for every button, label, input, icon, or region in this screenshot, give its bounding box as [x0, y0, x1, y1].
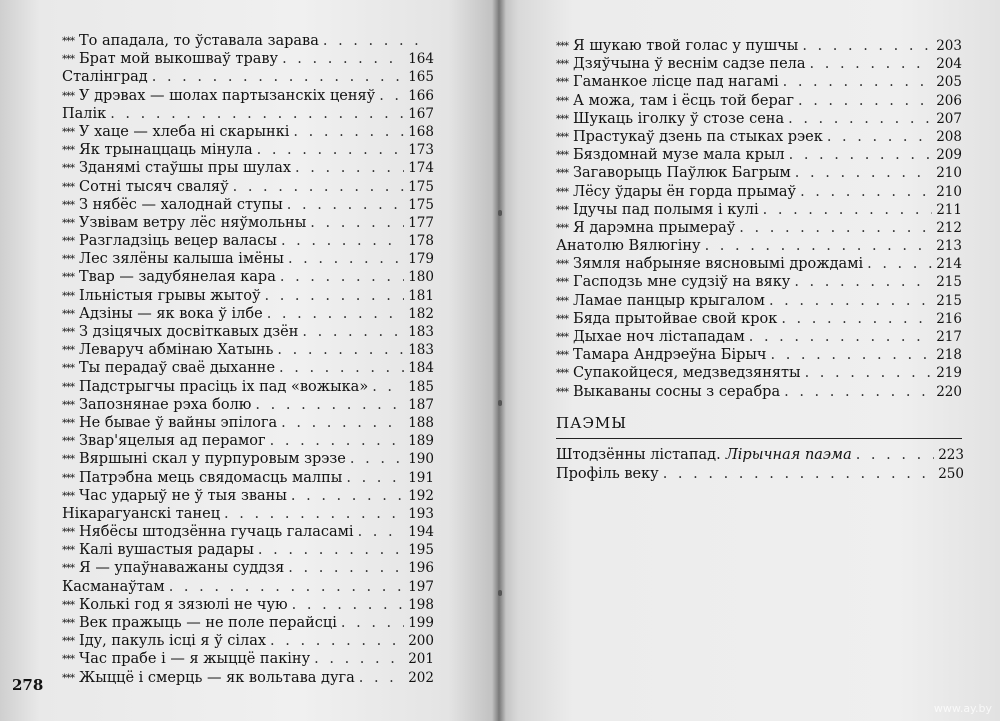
leader-dots — [280, 268, 404, 286]
toc-entry-page: 188 — [408, 414, 434, 431]
toc-entry-title: З дзіцячых досвіткавых дзён — [79, 324, 299, 340]
asterism-marker: *** — [556, 332, 568, 343]
book-spine — [492, 0, 506, 721]
toc-entry-page: 220 — [936, 383, 962, 400]
toc-entry-title: Падстрыгчы прасіць іх пад «вожыка» — [79, 378, 369, 395]
asterism-marker: *** — [62, 290, 74, 302]
asterism-marker: *** — [62, 545, 74, 557]
asterism-marker: *** — [62, 563, 74, 575]
toc-entry — [556, 273, 962, 291]
asterism-marker: *** — [556, 222, 568, 234]
toc-entry-page: 211 — [936, 201, 962, 218]
toc-entry-page: 174 — [408, 160, 434, 177]
toc-entry-page: 187 — [408, 396, 434, 413]
leader-dots — [310, 214, 404, 232]
toc-entry — [62, 469, 434, 487]
toc-entry-title: Штодзённы лістапад. — [556, 447, 721, 463]
toc-entry-page: 201 — [408, 651, 434, 668]
toc-entry-page: 206 — [936, 92, 962, 109]
toc-entry-page: 195 — [408, 542, 434, 559]
leader-dots — [323, 32, 430, 50]
toc-entry-page: 196 — [408, 560, 434, 577]
toc-entry-title: Жыццё і смерць — як вольтава дуга — [79, 669, 355, 686]
toc-entry-title: Бяда прытойвае свой крок — [573, 310, 778, 327]
leader-dots — [270, 632, 404, 650]
toc-entry-page: 184 — [408, 360, 434, 377]
toc-entry-page: 193 — [408, 505, 434, 522]
asterism-marker: *** — [62, 90, 74, 102]
toc-entry-title: Гасподзь мне судзіў на вяку — [573, 274, 791, 291]
asterism-marker: *** — [556, 277, 568, 289]
toc-entry-title: У хаце — хлеба ні скарынкі — [79, 123, 290, 140]
toc-entry-title: Супакойцеся, медзведзяняты — [573, 365, 801, 382]
toc-entry — [556, 146, 962, 164]
leader-dots — [279, 359, 404, 377]
toc-entry-page: 213 — [936, 238, 962, 255]
leader-dots — [292, 596, 405, 614]
toc-entry-page: 191 — [408, 469, 434, 486]
toc-entry — [556, 219, 962, 237]
toc-entry-title: З нябёс — халоднай ступы — [79, 196, 283, 213]
asterism-marker: *** — [62, 163, 74, 175]
toc-entry-title: Зданямі стаўшы пры шулах — [79, 160, 292, 177]
leader-dots — [800, 183, 932, 201]
toc-entry — [62, 268, 434, 286]
leader-dots — [358, 523, 405, 541]
toc-entry — [62, 578, 434, 596]
asterism-marker: *** — [556, 386, 568, 398]
toc-entry-page: 190 — [408, 451, 434, 468]
toc-entry-title: Запознянае рэха болю — [79, 396, 252, 413]
toc-entry — [556, 446, 964, 465]
asterism-marker: *** — [62, 399, 74, 411]
toc-entry-page: 202 — [408, 669, 434, 686]
leader-dots — [288, 250, 404, 268]
toc-entry-page: 215 — [936, 292, 962, 309]
asterism-marker: *** — [62, 436, 74, 448]
leader-dots — [781, 310, 932, 328]
asterism-marker: *** — [556, 131, 568, 143]
toc-entry-title: Ты перадаў сваё дыханне — [79, 360, 276, 377]
asterism-marker: *** — [62, 217, 74, 229]
leader-dots — [288, 559, 404, 577]
asterism-marker: *** — [556, 186, 568, 198]
leader-dots — [267, 305, 405, 323]
toc-entry-title: Лес зялёны калыша імёны — [79, 251, 284, 268]
toc-entry — [62, 196, 434, 214]
toc-entry-title: Леваруч абмінаю Хатынь — [79, 342, 274, 359]
asterism-marker: *** — [556, 41, 568, 52]
toc-entry-title: Колькі год я зязюлі не чую — [79, 596, 288, 613]
toc-entry — [62, 68, 434, 86]
toc-entry-title: Патрэбна мець свядомасць малпы — [79, 469, 343, 486]
asterism-marker: *** — [62, 36, 74, 47]
leader-dots — [281, 232, 404, 250]
toc-entry-title: Я — упаўнаважаны суддзя — [79, 560, 285, 577]
leader-dots — [277, 341, 404, 359]
toc-entry-page: 209 — [936, 147, 962, 164]
toc-entry-title: Прастукаў дзень па стыках рэек — [573, 128, 823, 145]
toc-entry-page: 164 — [408, 51, 434, 68]
toc-entry-title: Дыхае ноч лістападам — [573, 329, 745, 345]
toc-entry-title: Палік — [62, 105, 107, 122]
toc-entry — [556, 255, 962, 273]
toc-entry-title: Не бывае ў вайны эпілога — [79, 414, 278, 431]
leader-dots — [295, 159, 404, 177]
leader-dots — [169, 578, 405, 596]
asterism-marker: *** — [62, 327, 74, 338]
leader-dots — [856, 446, 935, 465]
toc-entry — [556, 310, 962, 328]
toc-entry — [556, 328, 962, 346]
asterism-marker: *** — [556, 368, 568, 380]
toc-entry — [62, 305, 434, 323]
toc-entry-title: Шукаць іголку ў стозе сена — [573, 110, 785, 127]
toc-entry — [62, 32, 434, 50]
toc-entry-title: Разгладзіць вецер валасы — [79, 233, 277, 250]
leader-dots — [291, 487, 404, 505]
toc-entry — [62, 541, 434, 559]
leader-dots — [798, 92, 932, 110]
toc-entry-title: Я дарэмна прымераў — [573, 219, 736, 236]
toc-entry — [556, 364, 962, 382]
leader-dots — [805, 364, 933, 382]
toc-entry-page: 175 — [408, 196, 434, 213]
toc-entry-page: 203 — [936, 38, 962, 54]
toc-entry-title: Гаманкое лісце пад нагамі — [573, 74, 779, 91]
toc-entry-subtitle: Лірычная паэма — [725, 447, 852, 463]
toc-entry — [62, 178, 434, 196]
binding-stitch — [498, 400, 502, 406]
toc-entry-title: Як трынаццаць мінула — [79, 142, 253, 159]
toc-entry-title: Бяздомнай музе мала крыл — [573, 147, 785, 164]
leader-dots — [827, 128, 932, 146]
toc-entry — [62, 396, 434, 414]
asterism-marker: *** — [62, 236, 74, 248]
asterism-marker: *** — [556, 113, 568, 125]
asterism-marker: *** — [62, 345, 74, 357]
toc-entry — [556, 164, 962, 182]
asterism-marker: *** — [62, 672, 74, 684]
page-number-folio: 278 — [12, 676, 44, 694]
leader-dots — [789, 146, 933, 164]
toc-entry-page: 207 — [936, 110, 962, 127]
leader-dots — [341, 614, 404, 632]
toc-entry — [62, 323, 434, 341]
toc-entry-page: 223 — [938, 447, 964, 463]
toc-entry-title: Сталінград — [62, 69, 148, 86]
toc-entry — [62, 432, 434, 450]
leader-dots — [794, 273, 932, 291]
toc-entry-page: 183 — [408, 342, 434, 359]
toc-entry-page: 217 — [936, 329, 962, 345]
asterism-marker: *** — [556, 59, 568, 71]
toc-entry-page: 189 — [408, 433, 434, 450]
leader-dots — [233, 178, 405, 196]
toc-entry — [556, 292, 962, 310]
asterism-marker: *** — [62, 599, 74, 611]
asterism-marker: *** — [62, 254, 74, 266]
toc-entry-page: 175 — [408, 178, 434, 195]
asterism-marker: *** — [62, 199, 74, 211]
asterism-marker: *** — [556, 77, 568, 89]
toc-entry-title: Час ударыў не ў тыя званы — [79, 487, 287, 504]
toc-entry-page: 219 — [936, 365, 962, 382]
toc-entry — [62, 287, 434, 305]
toc-entry — [62, 487, 434, 505]
toc-entry-page: 194 — [408, 524, 434, 541]
asterism-marker: *** — [556, 150, 568, 162]
asterism-marker: *** — [556, 259, 568, 271]
asterism-marker: *** — [556, 204, 568, 216]
leader-dots — [372, 378, 404, 396]
toc-entry-page: 198 — [408, 596, 434, 613]
leader-dots — [350, 450, 404, 468]
asterism-marker: *** — [62, 490, 74, 502]
toc-entry-title: Ламае панцыр крыгалом — [573, 292, 765, 309]
toc-entry — [556, 465, 964, 484]
toc-entry-page: 210 — [936, 165, 962, 182]
asterism-marker: *** — [62, 272, 74, 284]
asterism-marker: *** — [62, 145, 74, 157]
toc-entry — [62, 359, 434, 377]
toc-entry-title: Выкаваны сосны з серабра — [573, 383, 781, 400]
asterism-marker: *** — [62, 381, 74, 393]
toc-entry-page: 179 — [408, 251, 434, 268]
toc-entry-page: 208 — [936, 128, 962, 145]
leader-dots — [810, 55, 933, 73]
asterism-marker: *** — [62, 126, 74, 138]
toc-entry — [556, 128, 962, 146]
toc-entry-page: 182 — [408, 305, 434, 322]
leader-dots — [739, 219, 932, 237]
leader-dots — [783, 73, 933, 91]
toc-entry-title: Сотні тысяч сваляў — [79, 178, 229, 195]
toc-entry-page: 199 — [408, 615, 434, 631]
leader-dots — [749, 328, 932, 346]
toc-entry — [556, 73, 962, 91]
leader-dots — [763, 201, 933, 219]
toc-entry — [556, 55, 962, 73]
asterism-marker: *** — [556, 295, 568, 307]
toc-entry-page: 181 — [408, 287, 434, 304]
toc-entry-title: Нікарагуанскі танец — [62, 505, 221, 522]
toc-entry-title: Дзяўчына ў веснім садзе пела — [573, 56, 806, 73]
asterism-marker: *** — [556, 350, 568, 362]
leader-dots — [110, 105, 404, 123]
toc-entry-page: 168 — [408, 123, 434, 140]
asterism-marker: *** — [556, 168, 568, 180]
asterism-marker: *** — [62, 472, 74, 484]
toc-entry-title: Твар — задубянелая кара — [79, 269, 276, 286]
leader-dots — [270, 432, 405, 450]
left-page — [0, 0, 498, 721]
toc-entry-title: Адзіны — як вока ў ілбе — [79, 305, 263, 322]
toc-entry-page: 215 — [936, 274, 962, 291]
toc-entry-page: 250 — [938, 466, 964, 482]
toc-entry-page: 205 — [936, 74, 962, 91]
toc-entry-title: Звар'яцелыя ад перамог — [79, 433, 266, 450]
toc-entry-title: Час прабе і — я жыццё пакіну — [79, 651, 311, 668]
toc-entry-title: Зямля набрыняе вясновымі дрождамі — [573, 256, 864, 273]
toc-entry-title: Профіль веку — [556, 466, 659, 482]
toc-entry-title: Ільністыя грывы жытоў — [79, 287, 261, 304]
toc-entry — [62, 123, 434, 141]
toc-entry — [62, 214, 434, 232]
asterism-marker: *** — [62, 54, 74, 66]
asterism-marker: *** — [556, 313, 568, 325]
toc-entry-page: 214 — [936, 256, 962, 273]
toc-entry-title: У дрэвах — шолах партызанскіх ценяў — [79, 87, 376, 104]
toc-entry-page: 178 — [408, 233, 434, 250]
leader-dots — [795, 164, 932, 182]
toc-entry-title: Нябёсы штодзённа гучаць галасамі — [79, 524, 354, 541]
toc-entry — [556, 201, 962, 219]
toc-entry-page: 200 — [408, 633, 434, 650]
toc-entry — [62, 414, 434, 432]
leader-dots — [264, 287, 404, 305]
toc-entry-page: 212 — [936, 219, 962, 236]
toc-entry-page: 183 — [408, 324, 434, 340]
toc-entry-title: Лёсу ўдары ён горда прымаў — [573, 183, 797, 200]
toc-entry — [62, 450, 434, 468]
toc-entry-page: 218 — [936, 347, 962, 364]
toc-entry — [62, 596, 434, 614]
right-toc-list — [556, 37, 962, 401]
toc-entry — [62, 159, 434, 177]
leader-dots — [867, 255, 932, 273]
toc-entry — [62, 523, 434, 541]
toc-entry — [556, 37, 962, 55]
asterism-marker: *** — [62, 417, 74, 429]
toc-entry-page: 180 — [408, 269, 434, 286]
toc-entry-page: 173 — [408, 142, 434, 159]
toc-entry-title: Век пражыць — не поле перайсці — [79, 615, 337, 631]
asterism-marker: *** — [62, 654, 74, 666]
binding-stitch — [498, 210, 502, 216]
toc-entry-title: То ападала, то ўставала зарава — [79, 33, 319, 49]
toc-entry — [62, 250, 434, 268]
leader-dots — [281, 414, 404, 432]
toc-entry-page: 185 — [408, 378, 434, 395]
toc-entry — [62, 341, 434, 359]
asterism-marker: *** — [62, 618, 74, 629]
asterism-marker: *** — [62, 636, 74, 648]
toc-entry-page: 166 — [408, 87, 434, 104]
toc-entry — [556, 183, 962, 201]
toc-entry — [62, 650, 434, 668]
toc-entry — [62, 505, 434, 523]
leader-dots — [282, 50, 404, 68]
leader-dots — [224, 505, 404, 523]
leader-dots — [788, 110, 932, 128]
leader-dots — [379, 87, 404, 105]
toc-entry-page: 204 — [936, 56, 962, 73]
toc-entry — [62, 378, 434, 396]
toc-entry-page: 167 — [408, 105, 434, 122]
leader-dots — [770, 346, 932, 364]
asterism-marker: *** — [62, 527, 74, 539]
leader-dots — [784, 383, 932, 401]
toc-entry-page: 197 — [408, 578, 434, 595]
toc-entry-page: 165 — [408, 69, 434, 86]
toc-entry — [556, 92, 962, 110]
leader-dots — [346, 469, 404, 487]
toc-entry — [62, 559, 434, 577]
toc-entry-title: Тамара Андрэеўна Бірыч — [573, 347, 767, 364]
toc-entry — [556, 346, 962, 364]
toc-entry — [62, 632, 434, 650]
toc-entry-page: 210 — [936, 183, 962, 200]
leader-dots — [314, 650, 404, 668]
toc-entry — [62, 669, 434, 687]
asterism-marker: *** — [62, 308, 74, 320]
poems-toc-list — [556, 446, 964, 484]
toc-entry-title: Узвівам ветру лёс няўмольны — [79, 214, 307, 231]
toc-entry-title: Калі вушастыя радары — [79, 542, 254, 559]
asterism-marker: *** — [62, 363, 74, 375]
toc-entry-title: Анатолю Вялюгіну — [556, 238, 701, 255]
toc-entry — [62, 141, 434, 159]
toc-entry-title: А можа, там і ёсць той бераг — [573, 92, 794, 109]
leader-dots — [255, 396, 404, 414]
leader-dots — [802, 37, 932, 55]
leader-dots — [257, 141, 405, 159]
section-heading-poems: ПАЭМЫ — [556, 414, 962, 439]
leader-dots — [287, 196, 404, 214]
toc-entry — [62, 50, 434, 68]
toc-entry — [62, 105, 434, 123]
binding-stitch — [498, 590, 502, 596]
toc-entry — [62, 232, 434, 250]
leader-dots — [152, 68, 404, 86]
leader-dots — [769, 292, 932, 310]
toc-entry-title: Касманаўтам — [62, 578, 165, 595]
asterism-marker: *** — [556, 95, 568, 107]
toc-entry-title: Вяршыні скал у пурпуровым зрэзе — [79, 451, 346, 468]
leader-dots — [663, 465, 935, 484]
toc-entry — [62, 614, 434, 632]
toc-entry — [556, 237, 962, 255]
toc-entry-page: 216 — [936, 310, 962, 327]
watermark: www.ay.by — [933, 702, 992, 715]
asterism-marker: *** — [62, 181, 74, 193]
leader-dots — [302, 323, 404, 341]
toc-entry — [556, 383, 962, 401]
toc-entry-title: Брат мой выкошваў траву — [79, 51, 279, 68]
leader-dots — [293, 123, 404, 141]
toc-entry-page: 192 — [408, 487, 434, 504]
left-toc-list — [62, 32, 434, 687]
toc-entry — [62, 87, 434, 105]
toc-entry-page: 177 — [408, 214, 434, 231]
leader-dots — [258, 541, 404, 559]
leader-dots — [705, 237, 933, 255]
toc-entry-title: Загаворыць Паўлюк Багрым — [573, 165, 791, 182]
toc-entry-title: Іду, пакуль ісці я ў сілах — [79, 633, 267, 650]
leader-dots — [359, 669, 404, 687]
toc-entry — [556, 110, 962, 128]
asterism-marker: *** — [62, 454, 74, 466]
toc-entry-title: Я шукаю твой голас у пушчы — [573, 38, 799, 54]
toc-entry-title: Ідучы пад полымя і кулі — [573, 201, 759, 218]
